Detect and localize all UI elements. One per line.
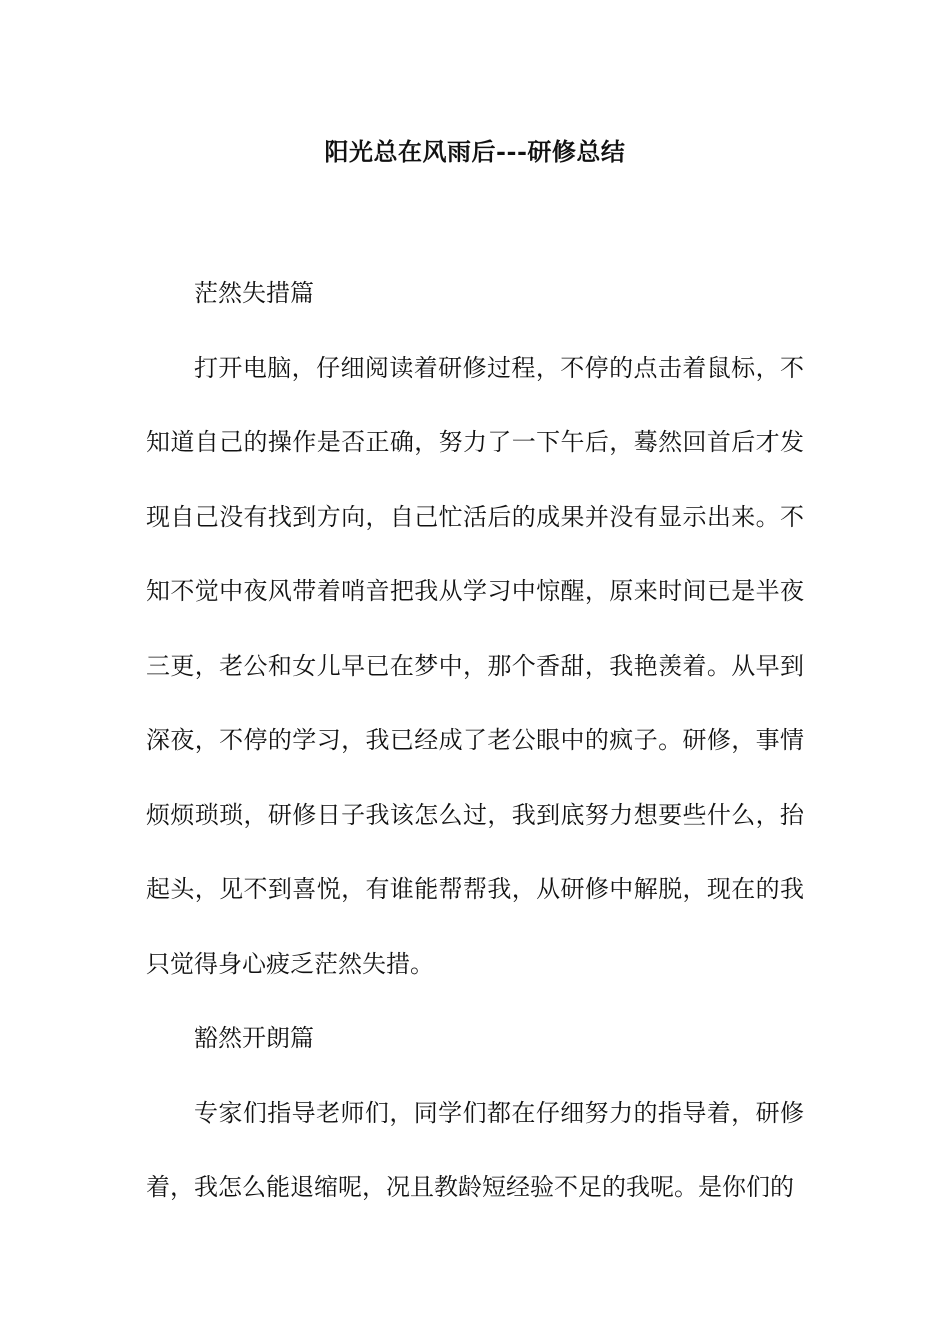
paragraph-1: 打开电脑，仔细阅读着研修过程，不停的点击着鼠标，不知道自己的操作是否正确，努力了一下午后，蓦然回首后才发现自己没有找到方向，自己忙活后的成果并没有显示出来。不知不觉中夜风带着哨音把我从学习中惊醒，原来时间已是半夜三更，老公和女儿早已在梦中，那个香甜，我艳羡着。从早到深夜，不停的学习，我已经成了老公眼中的疯子。研修，事情烦烦琐琐，研修日子我该怎么过，我到底努力想要些什么，抬起头，见不到喜悦，有谁能帮帮我，从研修中解脱，现在的我只觉得身心疲乏茫然失措。 <box>146 353 804 978</box>
document-title: 阳光总在风雨后---研修总结 <box>324 137 626 166</box>
section-heading-2: 豁然开朗篇 <box>194 1024 314 1052</box>
section-heading-1: 茫然失措篇 <box>194 279 314 307</box>
paragraph-2: 专家们指导老师们，同学们都在仔细努力的指导着，研修着，我怎么能退缩呢，况且教龄短经验不足的我呢。是你们的 <box>146 1098 804 1201</box>
document-body <box>146 256 804 1225</box>
